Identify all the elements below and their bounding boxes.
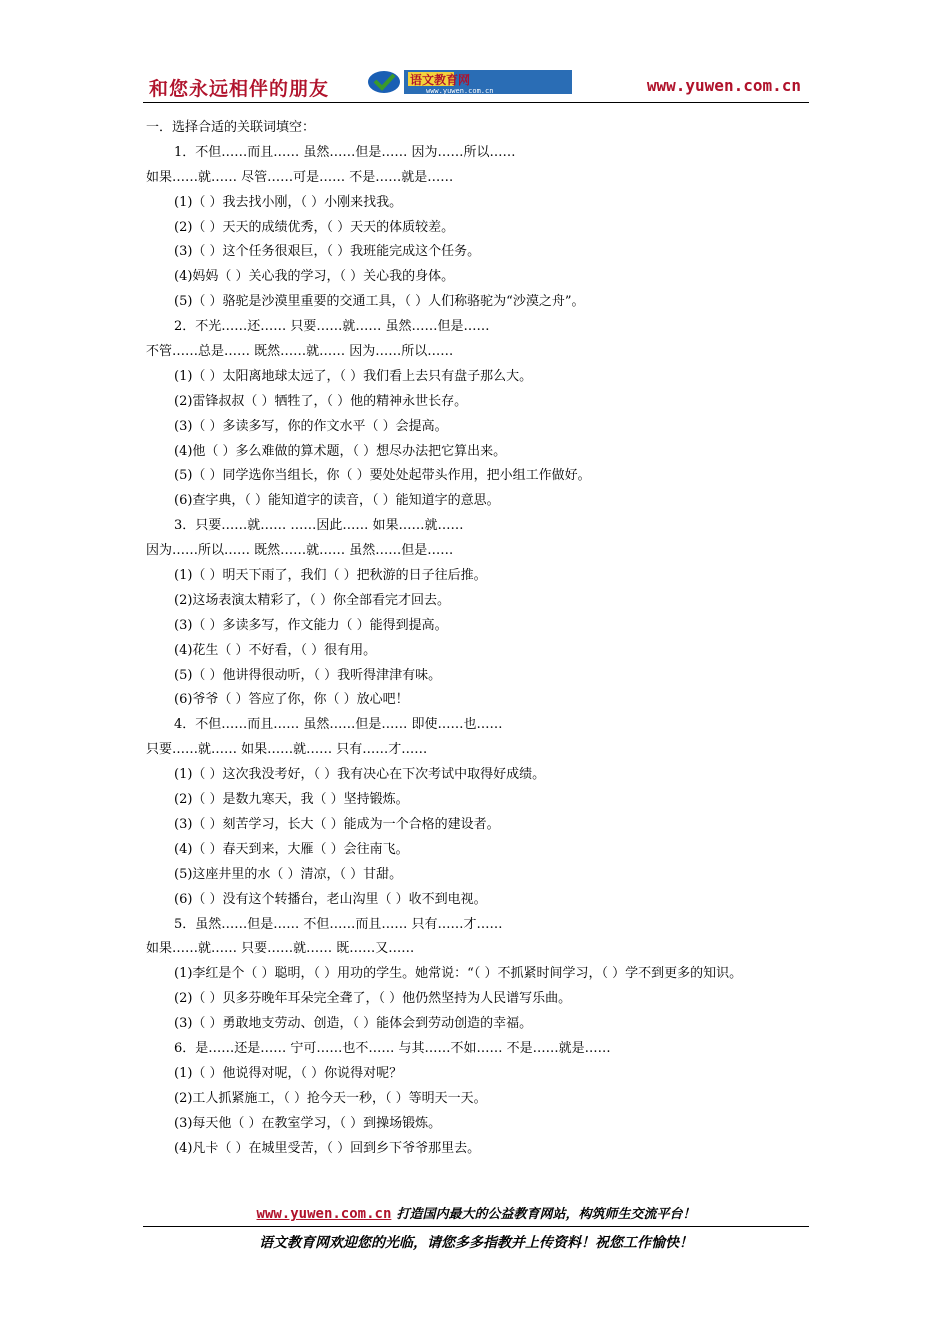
fill-blank-item: (3)（ ）多读多写，你的作文水平（ ）会提高。: [174, 418, 448, 434]
logo-emblem-icon: [368, 71, 400, 93]
fill-blank-item: (4)花生（ ）不好看，（ ）很有用。: [174, 642, 377, 658]
fill-blank-item: (1)（ ）我去找小刚，（ ）小刚来找我。: [174, 194, 403, 210]
conjunction-options: 4．不但……而且…… 虽然……但是…… 即使……也……: [174, 717, 503, 733]
footer-tagline: 打造国内最大的公益教育网站，构筑师生交流平台！: [396, 1207, 696, 1222]
site-logo: [366, 68, 576, 96]
fill-blank-item: (3)每天他（ ）在教室学习，（ ）到操场锻炼。: [174, 1115, 442, 1131]
conjunction-options: 因为……所以…… 既然……就…… 虽然……但是……: [146, 543, 454, 559]
conjunction-options: 如果……就…… 尽管……可是…… 不是……就是……: [146, 169, 454, 185]
fill-blank-item: (3)（ ）多读多写，作文能力（ ）能得到提高。: [174, 617, 448, 633]
fill-blank-item: (1)（ ）他说得对呢，（ ）你说得对呢？: [174, 1065, 403, 1081]
conjunction-options: 6．是……还是…… 宁可……也不…… 与其……不如…… 不是……就是……: [174, 1040, 611, 1056]
footer-welcome: 语文教育网欢迎您的光临，请您多多指教并上传资料！祝您工作愉快！: [259, 1235, 693, 1251]
conjunction-options: 3．只要……就…… ……因此…… 如果……就……: [174, 518, 464, 534]
fill-blank-item: (6)查字典，（ ）能知道字的读音，（ ）能知道字的意思。: [174, 493, 500, 509]
fill-blank-item: (1)（ ）太阳离地球太远了，（ ）我们看上去只有盘子那么大。: [174, 368, 533, 384]
fill-blank-item: (5)（ ）他讲得很动听，（ ）我听得津津有味。: [174, 667, 442, 683]
conjunction-options: 5．虽然……但是…… 不但……而且…… 只有……才……: [174, 916, 503, 932]
conjunction-options: 1．不但……而且…… 虽然……但是…… 因为……所以……: [174, 144, 516, 160]
fill-blank-item: (3)（ ）刻苦学习，长大（ ）能成为一个合格的建设者。: [174, 816, 500, 832]
fill-blank-item: (6)爷爷（ ）答应了你，你（ ）放心吧！: [174, 692, 409, 708]
fill-blank-item: (2)工人抓紧施工，（ ）抢今天一秒，（ ）等明天一天。: [174, 1090, 487, 1106]
fill-blank-item: (4)凡卡（ ）在城里受苦，（ ）回到乡下爷爷那里去。: [174, 1140, 481, 1156]
conjunction-options: 不管……总是…… 既然……就…… 因为……所以……: [146, 344, 454, 360]
header-site-link[interactable]: www.yuwen.com.cn: [646, 76, 801, 95]
fill-blank-item: (1)（ ）这次我没考好，（ ）我有决心在下次考试中取得好成绩。: [174, 767, 546, 783]
logo-url: www.yuwen.com.cn: [426, 87, 494, 95]
fill-blank-item: (1)李红是个（ ）聪明，（ ）用功的学生。她常说：“（ ）不抓紧时间学习，（ ）学不到更多的知识。: [174, 966, 743, 982]
fill-blank-item: (5)（ ）同学选你当组长，你（ ）要处处起带头作用，把小组工作做好。: [174, 468, 591, 484]
fill-blank-item: (2)（ ）是数九寒天，我（ ）坚持锻炼。: [174, 792, 409, 808]
footer-top-line: [143, 1200, 809, 1227]
fill-blank-item: (2)雷锋叔叔（ ）牺牲了，（ ）他的精神永世长存。: [174, 393, 468, 409]
page-footer: [143, 1200, 809, 1255]
logo-text: 语文教育网: [410, 73, 471, 87]
fill-blank-item: (4)他（ ）多么难做的算术题，（ ）想尽办法把它算出来。: [174, 443, 507, 459]
fill-blank-item: (5)这座井里的水（ ）清凉，（ ）甘甜。: [174, 866, 403, 882]
conjunction-options: 如果……就…… 只要……就…… 既……又……: [146, 941, 415, 957]
header-slogan: 和您永远相伴的朋友: [149, 78, 330, 100]
fill-blank-item: (2)（ ）贝多芬晚年耳朵完全聋了，（ ）他仍然坚持为人民谱写乐曲。: [174, 991, 572, 1007]
footer-site-link[interactable]: www.yuwen.com.cn: [256, 1206, 392, 1222]
exercise-content: [146, 116, 811, 1161]
fill-blank-item: (1)（ ）明天下雨了，我们（ ）把秋游的日子往后推。: [174, 568, 487, 584]
fill-blank-item: (5)（ ）骆驼是沙漠里重要的交通工具，（ ）人们称骆驼为“沙漠之舟”。: [174, 294, 585, 310]
fill-blank-item: (6)（ ）没有这个转播台，老山沟里（ ）收不到电视。: [174, 891, 487, 907]
fill-blank-item: (4)（ ）春天到来，大雁（ ）会往南飞。: [174, 841, 409, 857]
fill-blank-item: (3)（ ）勇敢地支劳动、创造，（ ）能体会到劳动创造的幸福。: [174, 1016, 533, 1032]
page-header: [143, 66, 809, 103]
conjunction-options: 只要……就…… 如果……就…… 只有……才……: [146, 742, 428, 758]
fill-blank-item: (4)妈妈（ ）关心我的学习，（ ）关心我的身体。: [174, 269, 455, 285]
conjunction-options: 2．不光……还…… 只要……就…… 虽然……但是……: [174, 319, 490, 335]
section-heading: 一．选择合适的关联词填空：: [146, 120, 316, 135]
fill-blank-item: (2)（ ）天天的成绩优秀，（ ）天天的体质较差。: [174, 219, 455, 235]
fill-blank-item: (3)（ ）这个任务很艰巨，（ ）我班能完成这个任务。: [174, 244, 481, 260]
fill-blank-item: (2)这场表演太精彩了，（ ）你全部看完才回去。: [174, 592, 451, 608]
